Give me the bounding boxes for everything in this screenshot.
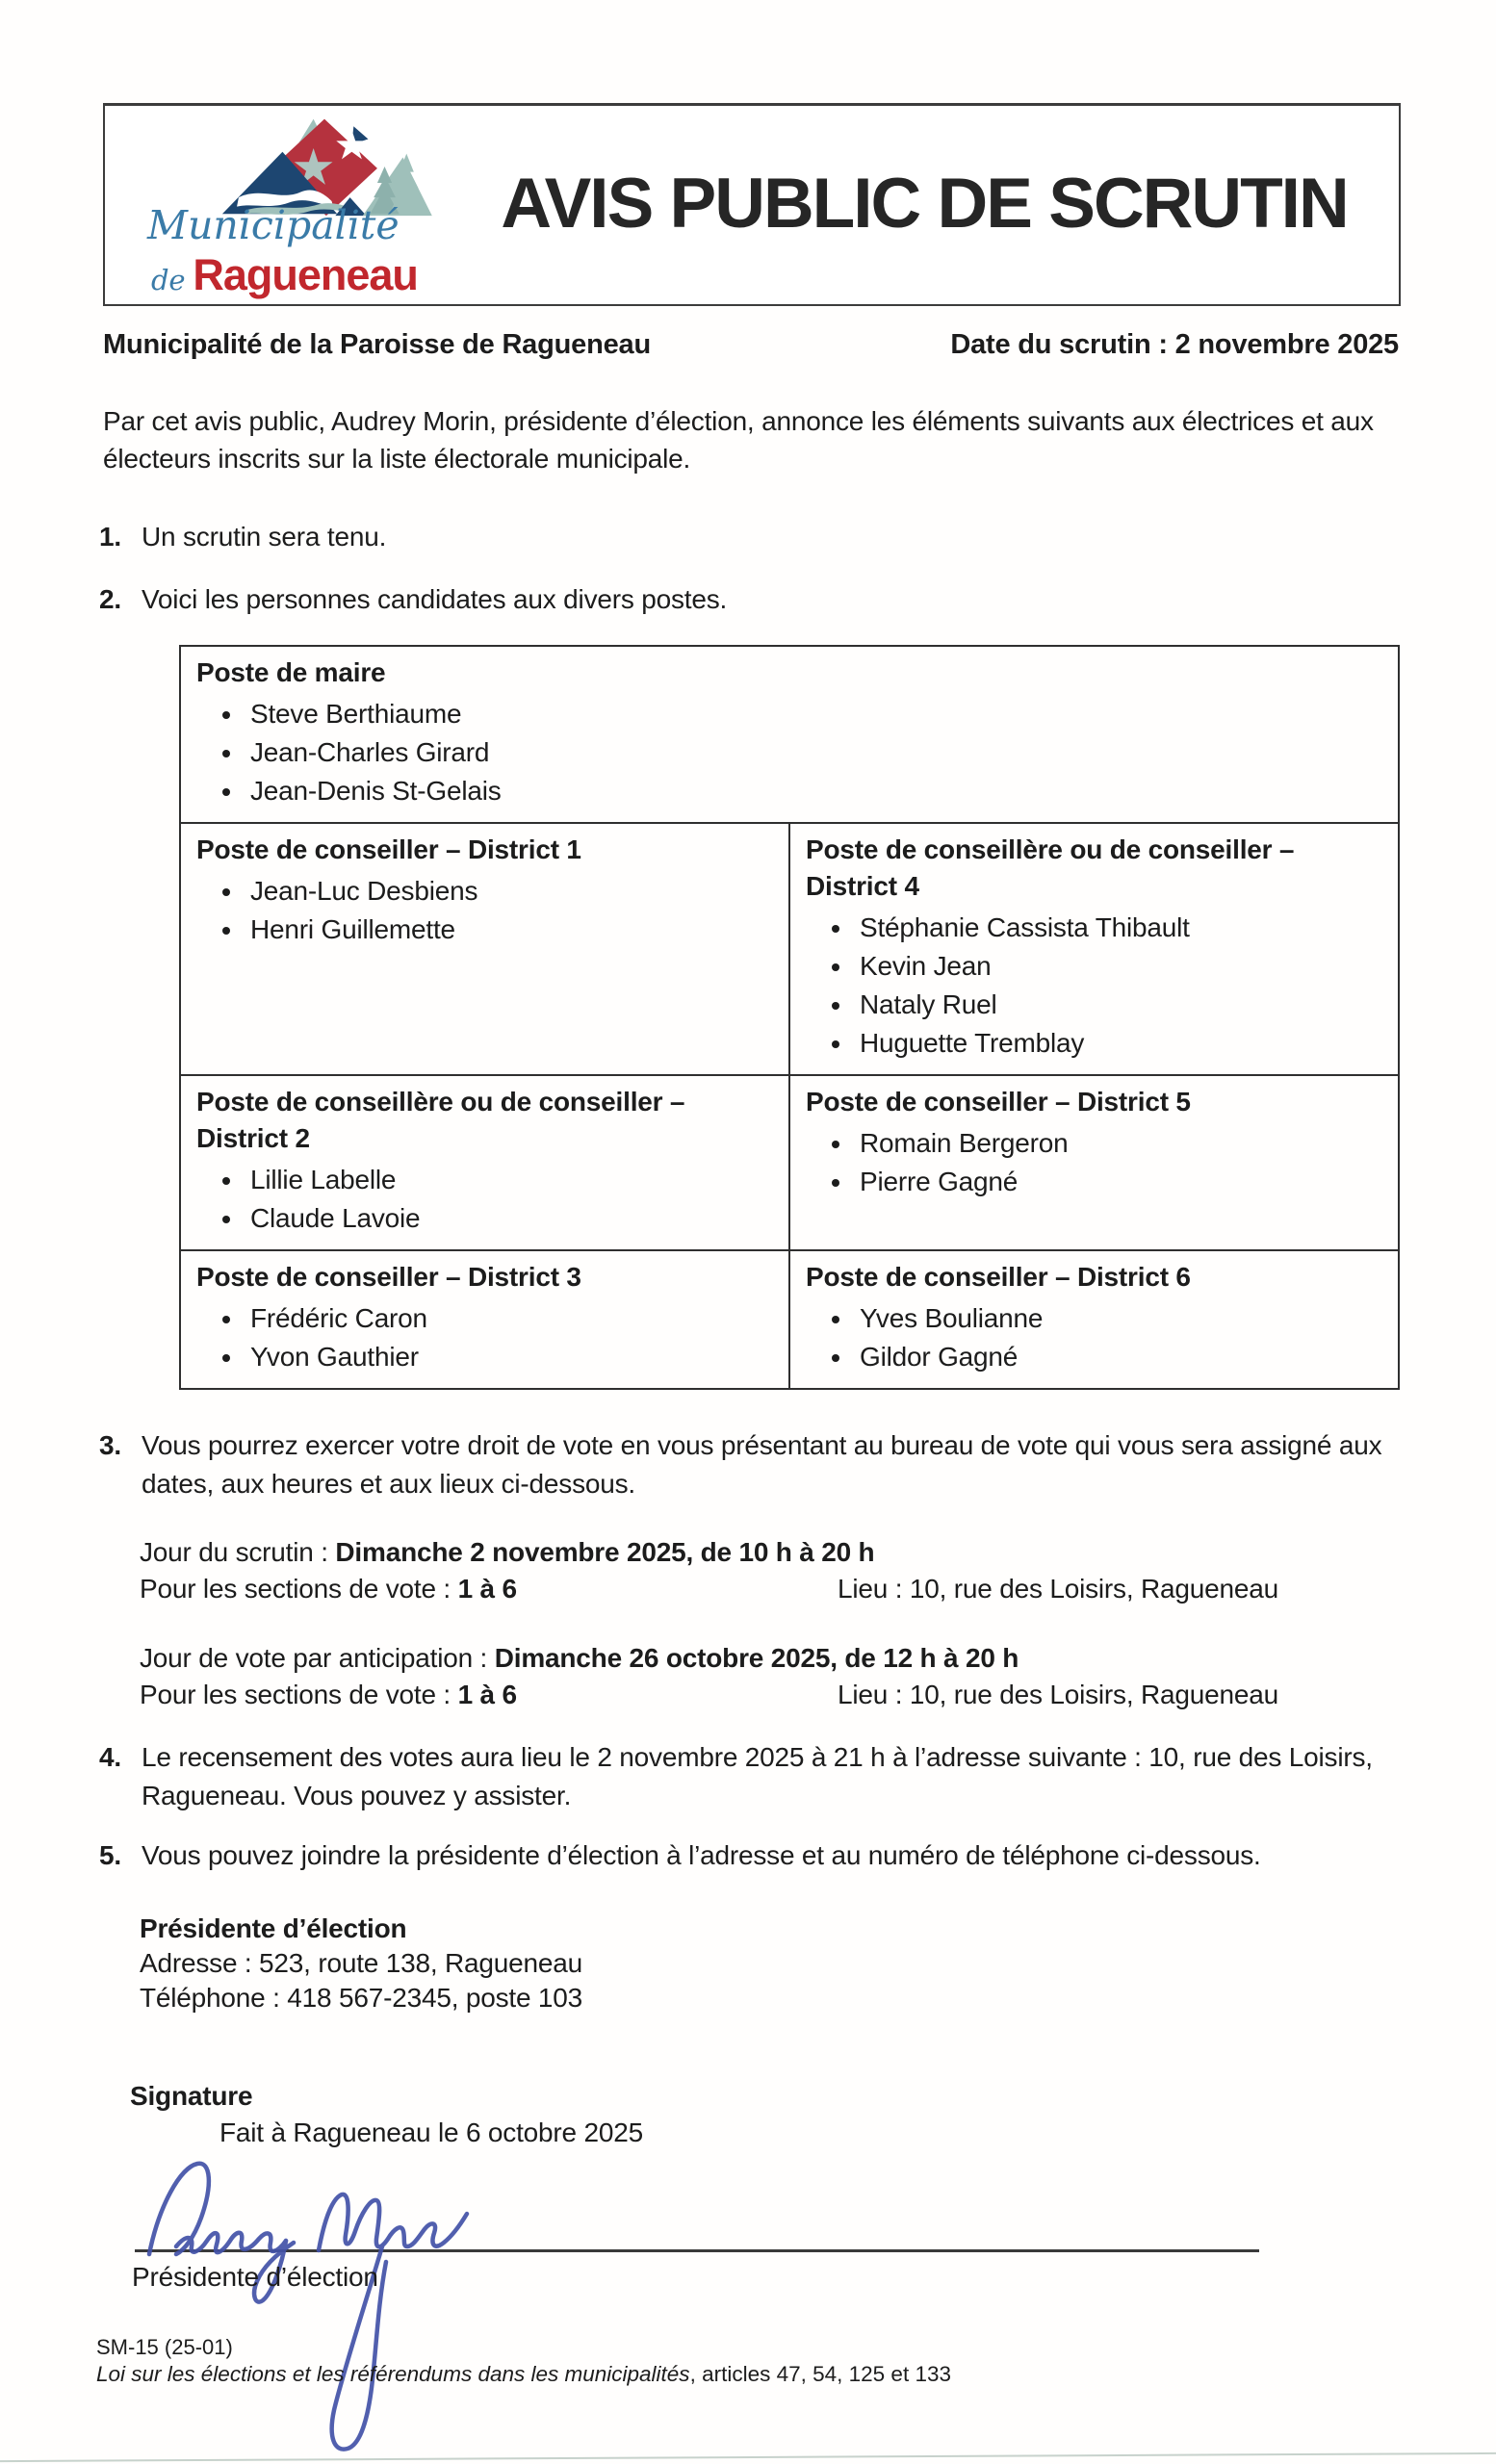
district-1-cell xyxy=(180,823,789,1075)
district-4-cell xyxy=(789,823,1399,1075)
candidate-item: • Pierre Gagné xyxy=(854,1163,1382,1201)
notice-item-4 xyxy=(99,1738,1401,1815)
post-title: Poste de conseiller – District 3 xyxy=(196,1262,581,1292)
voting-day-label: Jour du scrutin : xyxy=(140,1537,328,1567)
table-row-mayor xyxy=(180,646,1399,823)
item-number: 1. xyxy=(99,522,121,552)
table-row-districts-2-5 xyxy=(180,1075,1399,1250)
law-articles: , articles 47, 54, 125 et 133 xyxy=(689,2362,951,2386)
logo-municipalite-text: Municipalité xyxy=(147,202,400,248)
post-title: Poste de conseillère ou de conseiller – District 4 xyxy=(806,834,1295,901)
municipality-name: Municipalité de la Paroisse de Ragueneau xyxy=(103,329,651,360)
item-number: 2. xyxy=(99,584,121,614)
candidate-list xyxy=(196,872,773,949)
candidate-item: • Lillie Labelle xyxy=(245,1161,773,1199)
voting-day-block xyxy=(140,1534,1401,1607)
signature-heading: Signature xyxy=(130,2081,253,2111)
item-text: Vous pouvez joindre la présidente d’élection à l’adresse et au numéro de téléphone ci-dessous. xyxy=(142,1840,1261,1870)
logo-name-line xyxy=(151,250,418,300)
meta-row xyxy=(103,329,1399,361)
post-title: Poste de maire xyxy=(196,657,386,687)
president-address: Adresse : 523, route 138, Ragueneau xyxy=(140,1948,583,1978)
item-text: Le recensement des votes aura lieu le 2 novembre 2025 à 21 h à l’adresse suivante : 10, rue des Loisirs, Ragueneau. Vous pouvez y assister. xyxy=(142,1742,1373,1810)
voting-location: Lieu : 10, rue des Loisirs, Ragueneau xyxy=(838,1574,1279,1604)
advance-voting-value: Dimanche 26 octobre 2025, de 12 h à 20 h xyxy=(494,1643,1019,1673)
candidate-item: • Kevin Jean xyxy=(854,947,1382,986)
municipality-logo xyxy=(145,110,453,300)
notice-item-5 xyxy=(99,1836,1401,1875)
advance-voting-location: Lieu : 10, rue des Loisirs, Ragueneau xyxy=(838,1680,1279,1709)
candidate-item: • Steve Berthiaume xyxy=(245,695,1382,733)
candidate-list xyxy=(196,1299,773,1376)
candidate-item: • Frédéric Caron xyxy=(245,1299,773,1338)
law-reference xyxy=(96,2362,951,2387)
logo-ragueneau-text: Ragueneau xyxy=(193,250,418,299)
candidate-item: • Huguette Tremblay xyxy=(854,1024,1382,1063)
district-3-cell xyxy=(180,1250,789,1389)
mayor-cell xyxy=(180,646,1399,823)
candidate-list xyxy=(196,1161,773,1238)
advance-voting-label: Jour de vote par anticipation : xyxy=(140,1643,488,1673)
post-title: Poste de conseiller – District 6 xyxy=(806,1262,1191,1292)
candidate-list xyxy=(196,695,1382,810)
candidate-item: • Jean-Charles Girard xyxy=(245,733,1382,772)
item-number: 4. xyxy=(99,1742,121,1772)
post-title: Poste de conseiller – District 1 xyxy=(196,834,581,864)
sections-label: Pour les sections de vote : xyxy=(140,1574,451,1604)
voting-sections-line xyxy=(140,1571,1401,1607)
candidate-item: • Yvon Gauthier xyxy=(245,1338,773,1376)
advance-sections-line xyxy=(140,1677,1401,1713)
notice-item-3 xyxy=(99,1426,1401,1503)
district-2-cell xyxy=(180,1075,789,1250)
voting-day-value: Dimanche 2 novembre 2025, de 10 h à 20 h xyxy=(335,1537,875,1567)
candidate-item: • Nataly Ruel xyxy=(854,986,1382,1024)
signature-place-date: Fait à Ragueneau le 6 octobre 2025 xyxy=(219,2118,643,2147)
post-title: Poste de conseillère ou de conseiller – District 2 xyxy=(196,1087,685,1153)
scrutin-date: Date du scrutin : 2 novembre 2025 xyxy=(950,329,1399,360)
form-number: SM-15 (25-01) xyxy=(96,2335,233,2359)
advance-voting-block xyxy=(140,1640,1401,1713)
signature-role: Présidente d’élection xyxy=(132,2262,378,2292)
advance-voting-line xyxy=(140,1640,1401,1677)
item-text: Voici les personnes candidates aux divers postes. xyxy=(142,584,728,614)
sections-value: 1 à 6 xyxy=(457,1680,517,1709)
president-contact-block xyxy=(140,1912,582,2015)
candidate-item: • Jean-Denis St-Gelais xyxy=(245,772,1382,810)
logo-de-text: de xyxy=(151,264,186,296)
item-text: Un scrutin sera tenu. xyxy=(142,522,387,552)
table-row-districts-1-4 xyxy=(180,823,1399,1075)
voting-day-line xyxy=(140,1534,1401,1571)
law-title: Loi sur les élections et les référendums dans les municipalités xyxy=(96,2362,690,2386)
candidate-item: • Claude Lavoie xyxy=(245,1199,773,1238)
document-header xyxy=(103,103,1401,306)
item-number: 5. xyxy=(99,1840,121,1870)
candidate-list xyxy=(806,1299,1382,1376)
candidate-list xyxy=(806,909,1382,1063)
candidate-item: • Yves Boulianne xyxy=(854,1299,1382,1338)
sections-label: Pour les sections de vote : xyxy=(140,1680,451,1709)
candidate-item: • Jean-Luc Desbiens xyxy=(245,872,773,911)
intro-paragraph: Par cet avis public, Audrey Morin, présidente d’élection, annonce les éléments suivants aux électrices et aux électeurs inscrits sur la liste électorale municipale. xyxy=(103,406,1374,474)
candidates-table xyxy=(179,645,1400,1390)
candidate-item: • Romain Bergeron xyxy=(854,1124,1382,1163)
page-title: AVIS PUBLIC DE SCRUTIN xyxy=(501,165,1348,243)
candidate-list xyxy=(806,1124,1382,1201)
president-heading: Présidente d’élection xyxy=(140,1913,407,1943)
sections-value: 1 à 6 xyxy=(457,1574,517,1604)
notice-item-1 xyxy=(99,518,1401,556)
president-phone: Téléphone : 418 567-2345, poste 103 xyxy=(140,1983,583,2013)
district-5-cell xyxy=(789,1075,1399,1250)
candidate-item: • Henri Guillemette xyxy=(245,911,773,949)
district-6-cell xyxy=(789,1250,1399,1389)
notice-item-2 xyxy=(99,580,1401,619)
candidate-item: • Stéphanie Cassista Thibault xyxy=(854,909,1382,947)
item-number: 3. xyxy=(99,1430,121,1460)
item-text: Vous pourrez exercer votre droit de vote en vous présentant au bureau de vote qui vous sera assigné aux dates, aux heures et aux lieux ci-dessous. xyxy=(142,1430,1382,1499)
candidate-item: • Gildor Gagné xyxy=(854,1338,1382,1376)
handwritten-signature xyxy=(130,2139,592,2462)
post-title: Poste de conseiller – District 5 xyxy=(806,1087,1191,1116)
table-row-districts-3-6 xyxy=(180,1250,1399,1389)
